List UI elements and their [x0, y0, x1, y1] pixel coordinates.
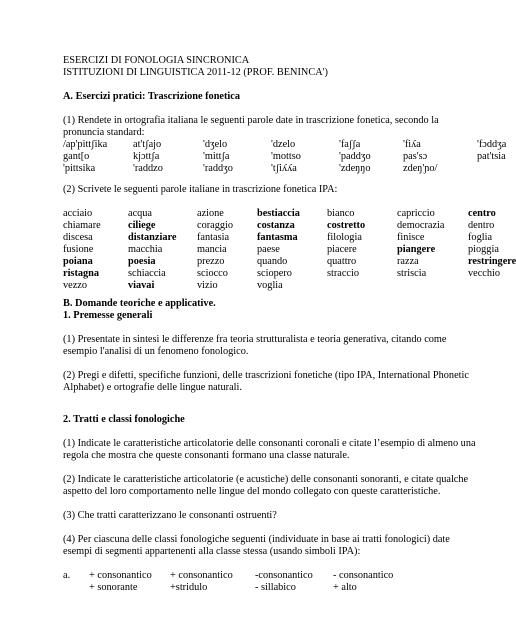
question-b2-1-line2: regola che mostra che queste consonanti formano una classe naturale. — [63, 450, 350, 461]
word-row — [63, 244, 499, 256]
question-b1-1-line1: (1) Presentate in sintesi le differenze fra teoria strutturalista e teoria generativa, citando come — [63, 334, 447, 345]
question-b2-2-line2: aspetto del loro comportamento nelle lingue del mondo collegato con queste caratteristiche. — [63, 486, 441, 497]
word-row-cell: mancia — [197, 244, 227, 255]
word-row-cell: capriccio — [397, 208, 435, 219]
ipa-row-cell: 'zdeŋŋo — [339, 163, 371, 174]
word-row-cell: viavai — [128, 280, 155, 291]
word-row — [63, 232, 493, 244]
features-table — [63, 570, 453, 594]
word-row-cell: striscia — [397, 268, 427, 279]
feature-item-label: a. — [63, 570, 71, 581]
ipa-row-cell: 'tʃiʎʎa — [271, 163, 297, 174]
word-row — [63, 268, 501, 280]
word-row-cell: ciliege — [128, 220, 156, 231]
ipa-row-cell: 'dʒelo — [203, 139, 228, 150]
word-row-cell: dentro — [468, 220, 495, 231]
question-b2-4-line2: esempi di segmenti appartenenti alla classe stessa (usando simboli IPA): — [63, 546, 361, 557]
word-row-cell: straccio — [327, 268, 360, 279]
ipa-row-cell: pat'tsia — [477, 151, 506, 162]
word-row-cell: centro — [468, 208, 496, 219]
word-row-cell: sciocco — [197, 268, 228, 279]
word-row — [63, 280, 453, 292]
word-row-cell: acqua — [128, 208, 153, 219]
feature-cell: + alto — [333, 582, 357, 593]
ipa-row-cell: 'fiʎa — [403, 139, 421, 150]
word-row-cell: costretto — [327, 220, 366, 231]
word-row-cell: poesia — [128, 256, 156, 267]
subsection-1-heading: 1. Premesse generali — [63, 310, 153, 321]
doc-title-line1: ESERCIZI DI FONOLOGIA SINCRONICA — [63, 55, 250, 66]
italian-words-table — [63, 208, 516, 292]
word-row — [63, 220, 495, 232]
exercise-a1-line2: pronuncia standard: — [63, 127, 145, 138]
question-b2-1-line1: (1) Indicate le caratteristiche articolatorie delle consonanti coronali e citate l’esempio di almeno una — [63, 438, 476, 449]
word-row-cell: pioggia — [468, 244, 499, 255]
word-row-cell: quattro — [327, 256, 357, 267]
question-b2-3: (3) Che tratti caratterizzano le consonanti ostruenti? — [63, 510, 277, 521]
ipa-row-cell: 'pittsika — [63, 163, 96, 174]
word-row-cell: vizio — [197, 280, 218, 291]
section-b-heading: B. Domande teoriche e applicative. — [63, 298, 216, 309]
word-row-cell: costanza — [257, 220, 295, 231]
word-row-cell: macchia — [128, 244, 163, 255]
ipa-transcription-table — [63, 139, 507, 175]
word-row-cell: fusione — [63, 244, 94, 255]
word-row-cell: discesa — [63, 232, 93, 243]
word-row-cell: quando — [257, 256, 288, 267]
feature-cell: + consonantico — [89, 570, 152, 581]
word-row-cell: bestiaccia — [257, 208, 300, 219]
word-row-cell: vecchio — [468, 268, 501, 279]
ipa-row-cell: 'mittʃa — [203, 151, 230, 162]
exercise-a1-line1: (1) Rendete in ortografia italiana le seguenti parole date in trascrizione fonetica, secondo la — [63, 115, 439, 126]
word-row-cell: paese — [257, 244, 280, 255]
feature-row — [63, 570, 453, 582]
ipa-row-cell: zdeŋ'ɲo/ — [403, 163, 438, 174]
word-row-cell: democrazia — [397, 220, 445, 231]
ipa-row-cell: 'mottso — [271, 151, 301, 162]
ipa-row-cell: 'fɔddʒa — [477, 139, 507, 150]
feature-cell: - sillabico — [255, 582, 296, 593]
word-row — [63, 256, 516, 268]
word-row-cell: poiana — [63, 256, 93, 267]
question-b2-4-line1: (4) Per ciascuna delle classi fonologiche seguenti (individuate in base ai tratti fonologici) date — [63, 534, 450, 545]
ipa-row-cell: 'raddʒo — [203, 163, 233, 174]
word-row-cell: ristagna — [63, 268, 100, 279]
ipa-row — [63, 139, 507, 151]
ipa-row-cell: kjɔttʃa — [133, 151, 160, 162]
ipa-row-cell: pas'sɔ — [403, 151, 428, 162]
ipa-row — [63, 163, 453, 175]
word-row-cell: coraggio — [197, 220, 234, 231]
word-row-cell: razza — [397, 256, 419, 267]
ipa-row-cell: 'faʃʃa — [339, 139, 361, 150]
word-row-cell: filologia — [327, 232, 362, 243]
word-row-cell: distanziare — [128, 232, 177, 243]
question-b1-2-line1: (2) Pregi e difetti, specifiche funzioni, delle trascrizioni fonetiche (tipo IPA, International Phonetic — [63, 370, 469, 381]
feature-cell: +stridulo — [170, 582, 208, 593]
word-row-cell: foglia — [468, 232, 493, 243]
word-row — [63, 208, 496, 220]
ipa-row-cell: /ap'pittʃika — [63, 139, 108, 150]
doc-title-line2: ISTITUZIONI DI LINGUISTICA 2011-12 (PROF. BENINCA') — [63, 67, 328, 78]
word-row-cell: finisce — [397, 232, 425, 243]
ipa-row-cell: gant[o — [63, 151, 90, 162]
feature-cell: -consonantico — [255, 570, 313, 581]
word-row-cell: vezzo — [63, 280, 88, 291]
feature-row — [63, 582, 453, 594]
ipa-row-cell: at'tʃajo — [133, 139, 162, 150]
question-b2-2-line1: (2) Indicate le caratteristiche articolatorie (e acustiche) delle consonanti sonoranti, e citate qualche — [63, 474, 469, 485]
word-row-cell: voglia — [257, 280, 283, 291]
word-row-cell: fantasma — [257, 232, 298, 243]
word-row-cell: schiaccia — [128, 268, 166, 279]
question-b1-1-line2: esempio l'analisi di un fenomeno fonologico. — [63, 346, 249, 357]
feature-cell: - consonantico — [333, 570, 394, 581]
word-row-cell: prezzo — [197, 256, 225, 267]
word-row-cell: acciaio — [63, 208, 93, 219]
subsection-2-heading: 2. Tratti e classi fonologiche — [63, 414, 185, 425]
word-row-cell: azione — [197, 208, 224, 219]
exercise-a2: (2) Scrivete le seguenti parole italiane in trascrizione fonetica IPA: — [63, 184, 338, 195]
word-row-cell: restringere — [468, 256, 516, 267]
word-row-cell: bianco — [327, 208, 355, 219]
word-row-cell: piangere — [397, 244, 436, 255]
word-row-cell: fantasia — [197, 232, 230, 243]
section-a-heading: A. Esercizi pratici: Trascrizione fonetica — [63, 91, 240, 102]
word-row-cell: piacere — [327, 244, 357, 255]
ipa-row — [63, 151, 506, 163]
question-b1-2-line2: Alphabet) e ortografie delle lingue naturali. — [63, 382, 242, 393]
word-row-cell: sciopero — [257, 268, 292, 279]
ipa-row-cell: 'raddzo — [133, 163, 163, 174]
word-row-cell: chiamare — [63, 220, 101, 231]
feature-cell: + sonorante — [89, 582, 138, 593]
feature-cell: + consonantico — [170, 570, 233, 581]
ipa-row-cell: 'paddʒo — [339, 151, 371, 162]
ipa-row-cell: 'dzelo — [271, 139, 296, 150]
